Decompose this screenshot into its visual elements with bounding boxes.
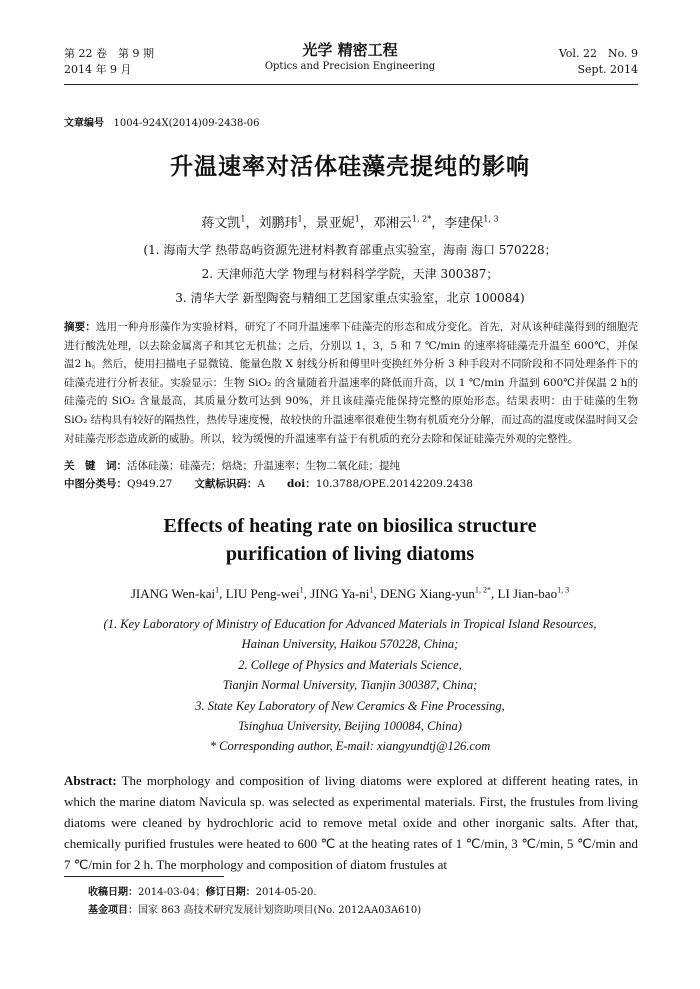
author-affil-sup: 1, 2*	[474, 585, 492, 595]
volume-issue-en: Vol. 22 No. 9	[558, 47, 638, 60]
affiliation-en-line: (1. Key Laboratory of Ministry of Education for Advanced Materials in Tropical Island Resources,	[103, 617, 597, 631]
abstract-en-label: Abstract:	[64, 773, 117, 788]
received-label: 收稿日期：	[88, 887, 138, 898]
doc-code-label: 文献标识码：	[194, 478, 258, 490]
author-affil-sup: 1	[240, 214, 246, 224]
header-right	[559, 46, 638, 78]
revised-label: 修订日期：	[205, 887, 256, 898]
author-en: LIU Peng-wei	[225, 586, 300, 601]
clc-value: Q949.27	[127, 478, 173, 490]
author-en: JIANG Wen-kai	[130, 586, 216, 601]
keywords-cn-text: 活体硅藻；硅藻壳；焙烧；升温速率；生物二氧化硅；提纯	[127, 460, 400, 472]
author-cn: 邓湘云	[372, 216, 412, 231]
author-affil-sup: 1	[215, 585, 220, 595]
author-cn: 景亚妮	[315, 216, 355, 231]
classification-line	[64, 476, 473, 491]
footnote-dates: 收稿日期：2014-03-04；修订日期：2014-05-20.	[88, 887, 317, 898]
title-en-line: purification of living diatoms	[225, 543, 475, 565]
clc-label: 中图分类号：	[64, 478, 127, 490]
abstract-en-text: The morphology and composition of living diatoms were explored at different heating rates, in which the marine diatom Navicula sp. was selected as experimental materials. First, the frustules from living diatoms were cleaned by hydrochloric acid to remove metal oxide and other inorganic salts. After that, chemically purified frustules were heated to 600 ℃ at the heating rates of 1 ℃/min, 3 ℃/min, 5 ℃/min and 7 ℃/min for 2 h. The morphology and composition of diatom frustules at	[64, 773, 638, 872]
keywords-cn-label: 关 键 词：	[64, 460, 127, 472]
author-cn: 蒋文凯	[201, 216, 241, 231]
author-affil-sup: 1, 3	[483, 214, 499, 224]
date-en: Sept. 2014	[577, 63, 638, 76]
affiliation-cn-line: (1. 海南大学 热带岛屿资源先进材料教育部重点实验室，海南 海口 570228；	[143, 243, 557, 257]
doi-value: 10.3788/OPE.20142209.2438	[315, 478, 473, 490]
doc-code-value: A	[257, 478, 265, 490]
abstract-cn	[64, 318, 638, 448]
footnote-divider	[64, 876, 224, 877]
affiliations-cn	[0, 238, 700, 310]
abstract-cn-text: 选用一种舟形藻作为实验材料，研究了不同升温速率下硅藻壳的形态和成分变化。首先，对从该种硅藻得到的细胞壳进行酸洗处理，以去除金属离子和其它无机盐；之后，分别以 1，3，5 和 7 ℃/min 的速率将硅藻壳升温至 600℃，并保温2 h。然后，使用扫描电子显微镜、能量色散 X 射线分析和傅里叶变换红外分析 3 种手段对不同阶段和不同处理条件下的硅藻壳进行分析表征。实验显示：生物 SiO₂ 的含量随着升温速率的降低而升高，以 1 ℃/min 升温到 600℃并保温 2 h的硅藻壳的 SiO₂ 含量最高，其质量分数可达到 90%，并且该硅藻壳能保持完整的原始形态。结果表明：由于硅藻的生物 SiO₂ 结构具有较好的隔热性，热传导速度慢，故较快的升温速率很难使生物有机质充分分解，而过高的温度或保温时间又会对硅藻壳形态造成新的威胁。所以，较为缓慢的升温速率有益于有机质的充分去除和保证硅藻壳外观的完整性。	[64, 321, 639, 445]
author-affil-sup: 1	[297, 214, 303, 224]
footnote-fund	[88, 902, 421, 920]
author-en: DENG Xiang-yun	[379, 586, 475, 601]
affiliation-en-line: Tsinghua University, Beijing 100084, China)	[238, 719, 462, 734]
revised-value: 2014-05-20.	[255, 887, 317, 898]
keywords-cn	[64, 458, 400, 473]
article-number-label: 文章编号	[64, 118, 104, 129]
author-en: LI Jian-bao	[497, 586, 558, 601]
affiliation-cn-line: 3. 清华大学 新型陶瓷与精细工艺国家重点实验室，北京 100084)	[175, 291, 525, 305]
affiliation-en-line: 2. College of Physics and Materials Science,	[238, 657, 462, 672]
affiliations-en	[0, 614, 700, 757]
footnote	[88, 884, 421, 920]
date-cn: 2014 年 9 月	[64, 63, 132, 76]
header-divider	[64, 84, 638, 85]
author-cn: 李建保	[444, 216, 484, 231]
article-number-value: 1004-924X(2014)09-2438-06	[113, 118, 260, 129]
volume-issue-cn: 第 22 卷 第 9 期	[64, 47, 154, 60]
author-affil-sup: 1, 2*	[411, 214, 432, 224]
authors-en: JIANG Wen-kai$^1$, LIU Peng-wei$^1$, JING $Ya-ni^1$, DENG Xiang-yun$^{1, 2*}$, LI Jian-bao$^{1, 3}$	[130, 585, 570, 601]
author-cn: 刘鹏玮	[258, 216, 298, 231]
author-en: JING Ya-ni	[310, 586, 370, 601]
author-affil-sup: 1	[299, 585, 304, 595]
title-cn: 升温速率对活体硅藻壳提纯的影响	[170, 154, 530, 180]
affiliation-en-line: Tianjin Normal University, Tianjin 300387, China;	[222, 678, 478, 693]
fund-label: 基金项目：	[88, 905, 138, 916]
author-affil-sup: 1	[354, 214, 360, 224]
journal-name-en: Optics and Precision Engineering	[264, 61, 436, 72]
author-affil-sup: 1, 3	[557, 585, 570, 595]
title-en-line: Effects of heating rate on biosilica structure	[163, 515, 537, 537]
article-number	[64, 114, 260, 129]
author-affil-sup: 1	[369, 585, 374, 595]
abstract-en	[64, 770, 638, 875]
affiliation-cn-line: 2. 天津师范大学 物理与材料科学学院，天津 300387；	[201, 267, 499, 281]
fund-value: 国家 863 高技术研究发展计划资助项目(No. 2012AA03A610)	[138, 905, 422, 916]
received-value: 2014-03-04	[138, 887, 196, 898]
doi-label: doi：	[286, 478, 316, 490]
authors-cn: 蒋文凯$^1$，刘鹏玮$^1$，景亚妮$^1$，邓湘云$^{1, 2*}$，李建保$^{1, 3}$	[201, 214, 499, 231]
title-en	[0, 512, 700, 568]
affiliation-en-line: 3. State Key Laboratory of New Ceramics & Fine Processing,	[195, 698, 505, 713]
journal-name-cn: 光学 精密工程	[302, 41, 398, 59]
affiliation-en-line: Hainan University, Haikou 570228, China;	[241, 637, 459, 652]
corresponding-author: * Corresponding author, E-mail: xiangyundtj@126.com	[209, 739, 491, 754]
abstract-cn-label: 摘要：	[64, 321, 96, 333]
